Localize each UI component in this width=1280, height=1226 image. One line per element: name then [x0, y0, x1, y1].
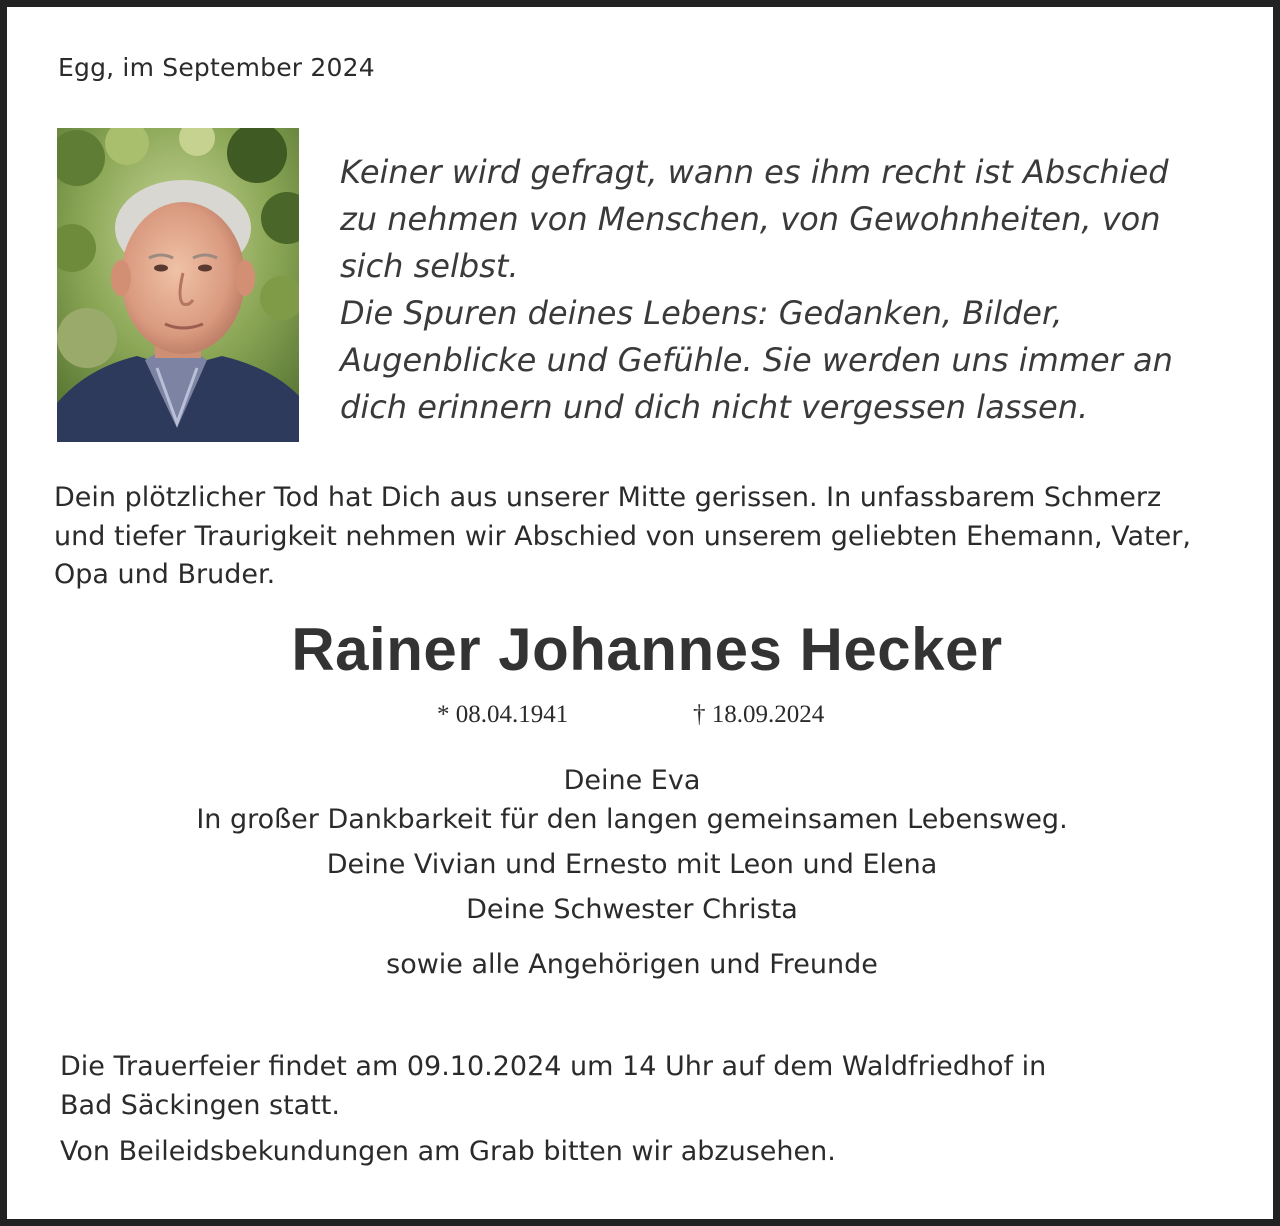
poem-line: Keiner wird gefragt, wann es ihm recht ist Abschied — [340, 153, 1169, 191]
poem — [340, 149, 1240, 431]
poem-line: sich selbst. — [340, 247, 519, 285]
place-date: Egg, im September 2024 — [58, 53, 375, 82]
poem-line: Die Spuren deines Lebens: Gedanken, Bilder, — [340, 294, 1063, 332]
intro-line: Opa und Bruder. — [54, 559, 276, 590]
portrait-photo — [57, 128, 299, 442]
family-children: Deine Vivian und Ernesto mit Leon und Elena — [326, 849, 938, 880]
family-wife: Deine Eva — [563, 765, 701, 796]
deceased-name: Rainer Johannes Hecker — [291, 616, 1003, 683]
family-sister: Deine Schwester Christa — [466, 894, 798, 925]
intro-line: und tiefer Traurigkeit nehmen wir Abschied von unserem geliebten Ehemann, Vater, — [54, 520, 1191, 552]
poem-line: dich erinnern und dich nicht vergessen lassen. — [340, 388, 1089, 426]
death-date: † 18.09.2024 — [693, 701, 825, 728]
intro-line: Dein plötzlicher Tod hat Dich aus unserer Mitte gerissen. In unfassbarem Schmerz — [54, 482, 1162, 513]
funeral-line: Bad Säckingen statt. — [60, 1090, 340, 1121]
condolence-note: Von Beileidsbekundungen am Grab bitten wir abzusehen. — [60, 1136, 836, 1167]
family-others: sowie alle Angehörigen und Freunde — [386, 949, 878, 980]
poem-line: Augenblicke und Gefühle. Sie werden uns immer an — [340, 341, 1173, 379]
intro-paragraph — [54, 479, 1254, 595]
poem-line: zu nehmen von Menschen, von Gewohnheiten, von — [340, 200, 1161, 238]
family-gratitude: In großer Dankbarkeit für den langen gemeinsamen Lebensweg. — [196, 804, 1068, 835]
birth-date: * 08.04.1941 — [437, 701, 569, 728]
funeral-notice — [60, 1047, 1046, 1125]
funeral-line: Die Trauerfeier findet am 09.10.2024 um 14 Uhr auf dem Waldfriedhof in — [60, 1051, 1047, 1082]
